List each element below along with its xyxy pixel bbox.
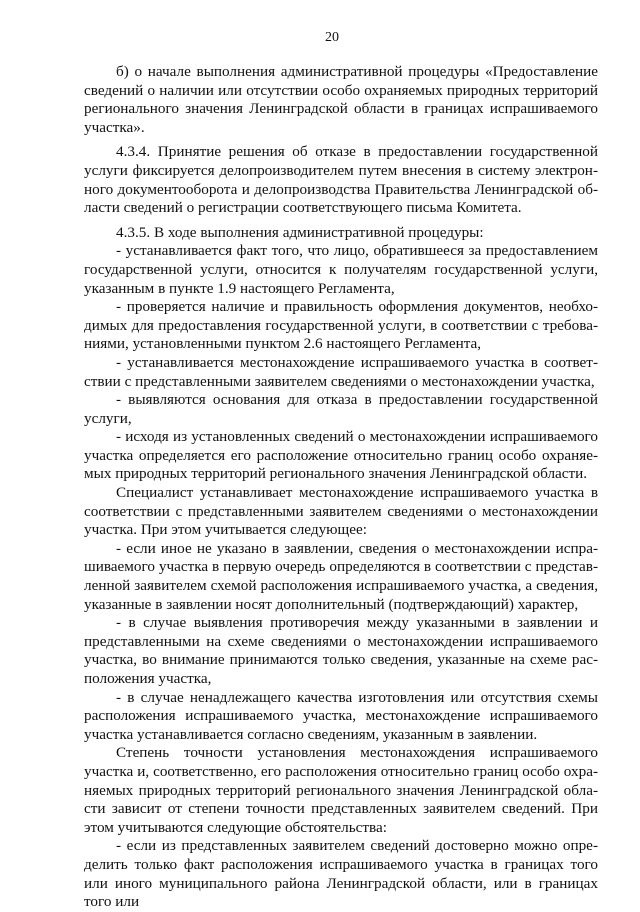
paragraph: 4.3.5. В ходе выполнения административной процедуры: [116,223,484,241]
list-item: - устанавливается местонахождение испрашиваемого участка в соответствии с представленными заявителем сведениями о местонахождении участка, [84,353,598,390]
page-number: 20 [325,30,339,45]
list-item: - устанавливается факт того, что лицо, обратившееся за предоставлением государственной услуги, относится к получателям государственной услуги, указанным в пункте 1.9 настоящего Регламента, [84,242,598,297]
list-item: - проверяется наличие и правильность оформления документов, необходимых для предоставления государственной услуги, в соответствии с требованиями, установленными пунктом 2.6 настоящего Регламента, [84,298,598,353]
list-item: - в случае выявления противоречия между указанными в заявлении и представленными на схеме сведениями о местонахождении испрашиваемого участка, во внимание принимаются только сведения, указанные на схеме расположения участка, [84,614,598,687]
list-item: - в случае ненадлежащего качества изготовления или отсутствия схемы расположения испрашиваемого участка, местонахождение испрашиваемого участка устанавливается согласно сведениям, указанным в заявлении. [84,688,598,743]
list-item: - выявляются основания для отказа в предоставлении государственной услуги, [84,391,598,427]
paragraph: б) о начале выполнения административной процедуры «Предоставление сведений о наличии или отсутствии особо охраняемых природных территорий регионального значения Ленинградской области в границах испрашиваемого участка». [84,63,598,136]
paragraph: Степень точности установления местонахождения испрашиваемого участка и, соответственно, его расположения относительно границ особо охраняемых природных территорий регионального значения Ленинградской области зависит от степени точности представленных заявителем сведений. При этом учитываются следующие обстоятельства: [84,744,598,836]
paragraph: Специалист устанавливает местонахождение испрашиваемого участка в соответствии с представленными заявителем сведениями о местонахождении участка. При этом учитывается следующее: [84,484,598,539]
list-item: - исходя из установленных сведений о местонахождении испрашиваемого участка определяется его расположение относительно границ особо охраняемых природных территорий регионального значения Ленинградской области. [84,428,598,483]
list-item: - если из представленных заявителем сведений достоверно можно определить только факт расположения испрашиваемого участка в границах того или иного муниципального района Ленинградской области, или в границах того или [84,837,598,911]
list-item: - если иное не указано в заявлении, сведения о местонахождении испрашиваемого участка в первую очередь определяются в соответствии с представленной заявителем схемой расположения испрашиваемого участка, а сведения, указанные в заявлении носят дополнительный (подтверждающий) характер, [84,539,598,613]
paragraph: 4.3.4. Принятие решения об отказе в предоставлении государственной услуги фиксируется делопроизводителем путем внесения в систему электронного документооборота и делопроизводства Правительства Ленинградской области сведений о регистрации соответствующего письма Комитета. [84,143,598,217]
